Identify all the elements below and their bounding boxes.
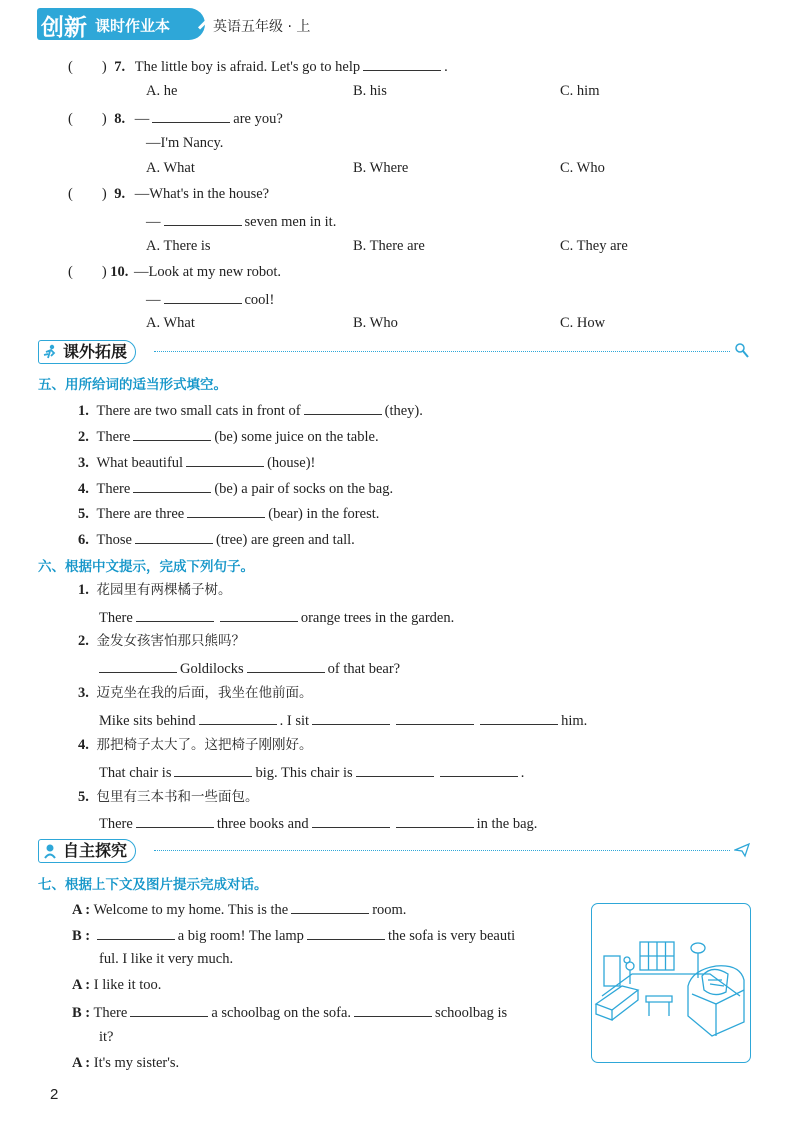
answer-blank[interactable] [396, 813, 474, 828]
sentence-text: There [99, 816, 133, 832]
item-text: There [96, 481, 131, 497]
translate-item-2-prompt [78, 632, 245, 650]
translate-item-5-prompt [78, 788, 259, 806]
question-text-end: are you? [233, 111, 283, 127]
fill-item-6 [78, 529, 355, 549]
section-7-title: 七、根据上下文及图片提示完成对话。 [38, 877, 268, 893]
option-a[interactable]: A. What [146, 315, 195, 331]
item-hint: (tree) are green and tall. [215, 532, 355, 548]
dialogue-line-3 [72, 976, 161, 994]
option-a[interactable]: A. What [146, 160, 195, 176]
fill-item-1 [78, 400, 423, 420]
dialogue-line-2 [72, 925, 515, 945]
translate-item-2-answer [96, 658, 400, 678]
banner-title: 自主探究 [63, 841, 128, 860]
dialogue-line-4 [72, 1002, 507, 1022]
answer-blank[interactable] [199, 710, 277, 725]
answer-blank[interactable] [136, 607, 214, 622]
option-c[interactable]: C. How [560, 315, 606, 331]
dialogue-text: Welcome to my home. This is the [93, 902, 289, 918]
translate-item-5-answer [99, 813, 537, 833]
dialogue-text: a big room! The lamp [177, 928, 304, 944]
page-number: 2 [50, 1086, 59, 1103]
answer-paren[interactable]: ( ) [68, 264, 107, 280]
answer-paren[interactable]: ( ) [68, 59, 107, 75]
fill-item-3 [78, 452, 315, 472]
sentence-text: Goldilocks [180, 661, 244, 677]
banner-title: 课外拓展 [63, 342, 128, 361]
answer-blank[interactable] [220, 607, 298, 622]
item-text: There [96, 429, 131, 445]
question-text: —Look at my new robot. [134, 264, 282, 280]
translate-item-1-prompt [78, 581, 232, 599]
item-text: There are two small cats in front of [96, 403, 301, 419]
logo-sub-text: 课时作业本 [95, 17, 171, 35]
page-header [37, 8, 407, 42]
translate-item-4-prompt [78, 736, 313, 754]
dialogue-line-1 [72, 899, 406, 919]
section-banner-exploration [38, 839, 750, 863]
item-number: 1. [78, 403, 89, 419]
fill-item-2 [78, 426, 379, 446]
sentence-text: . I sit [279, 713, 310, 729]
dotted-divider [154, 351, 730, 352]
sentence-text: There [99, 610, 133, 626]
dialogue-text: a schoolbag on the sofa. [211, 1005, 352, 1021]
dialogue-line-5 [72, 1054, 179, 1072]
answer-blank[interactable] [186, 452, 264, 467]
banner-label [38, 340, 136, 364]
answer-blank[interactable] [136, 813, 214, 828]
answer-blank[interactable] [187, 503, 265, 518]
item-number: 1. [78, 582, 89, 598]
option-c[interactable]: C. They are [560, 238, 628, 254]
item-hint: (house)! [267, 455, 316, 471]
speaker-label: A : [72, 902, 91, 918]
item-text: What beautiful [96, 455, 184, 471]
sentence-text: orange trees in the garden. [300, 610, 455, 626]
option-c[interactable]: C. Who [560, 160, 605, 176]
answer-blank[interactable] [97, 925, 175, 940]
item-number: 2. [78, 429, 89, 445]
sentence-text: That chair is [99, 765, 172, 781]
answer-blank[interactable] [130, 1002, 208, 1017]
item-hint: (be) some juice on the table. [214, 429, 379, 445]
option-a[interactable]: A. There is [146, 238, 211, 254]
question-8 [68, 108, 283, 128]
dialogue-text: the sofa is very beauti [387, 928, 516, 944]
speaker-label: A : [72, 1055, 91, 1071]
living-room-illustration [592, 904, 750, 1062]
dialogue-text: schoolbag is [435, 1005, 508, 1021]
item-hint: (they). [384, 403, 423, 419]
question-text-end: . [444, 59, 448, 75]
chinese-prompt: 包里有三本书和一些面包。 [96, 789, 259, 805]
option-a[interactable]: A. he [146, 83, 178, 99]
translate-item-1-answer [99, 607, 454, 627]
option-b[interactable]: B. his [353, 83, 387, 99]
dialogue-text: I like it too. [93, 977, 162, 993]
question-line: —I'm Nancy. [146, 135, 224, 151]
item-number: 5. [78, 789, 89, 805]
item-text: Those [96, 532, 132, 548]
chinese-prompt: 迈克坐在我的后面，我坐在他前面。 [96, 685, 313, 701]
fill-item-5 [78, 503, 379, 523]
section-banner-extension [38, 340, 750, 364]
answer-blank[interactable] [133, 478, 211, 493]
translate-item-3-answer [99, 710, 587, 730]
item-number: 4. [78, 737, 89, 753]
answer-blank[interactable] [247, 658, 325, 673]
sentence-text: of that bear? [327, 661, 401, 677]
question-number: 7. [114, 59, 126, 75]
thinker-icon [42, 843, 58, 859]
answer-blank[interactable] [152, 108, 230, 123]
section-6-title: 六、根据中文提示，完成下列句子。 [38, 559, 254, 575]
sentence-text: him. [561, 713, 588, 729]
answer-paren[interactable]: ( ) [68, 111, 107, 127]
question-9 [68, 185, 269, 203]
chinese-prompt: 花园里有两棵橘子树。 [96, 582, 232, 598]
brand-logo [37, 8, 205, 40]
question-text-end: seven men in it. [244, 214, 337, 230]
chinese-prompt: 那把椅子太大了。这把椅子刚刚好。 [96, 737, 313, 753]
dialogue-text: room. [372, 902, 407, 918]
answer-blank[interactable] [312, 813, 390, 828]
sentence-text: three books and [216, 816, 309, 832]
dialogue-line-2-cont: ful. I like it very much. [99, 951, 234, 967]
question-text: —What's in the house? [134, 186, 270, 202]
option-b[interactable]: B. There are [353, 238, 425, 254]
answer-blank[interactable] [312, 710, 390, 725]
answer-blank[interactable] [164, 289, 242, 304]
answer-blank[interactable] [354, 1002, 432, 1017]
answer-blank[interactable] [363, 56, 441, 71]
answer-blank[interactable] [480, 710, 558, 725]
item-number: 2. [78, 633, 89, 649]
dialogue-line-4-cont: it? [99, 1029, 114, 1045]
question-7 [68, 56, 448, 76]
dotted-divider [154, 850, 730, 851]
sentence-text: in the bag. [476, 816, 538, 832]
answer-blank[interactable] [174, 762, 252, 777]
question-text-end: cool! [244, 292, 275, 308]
sentence-text: big. This chair is [255, 765, 353, 781]
living-room-picture [591, 903, 751, 1063]
option-b[interactable]: B. Where [353, 160, 409, 176]
fill-item-4 [78, 478, 393, 498]
item-number: 4. [78, 481, 89, 497]
answer-blank[interactable] [307, 925, 385, 940]
dash: — [146, 292, 161, 308]
answer-blank[interactable] [440, 762, 518, 777]
answer-blank[interactable] [356, 762, 434, 777]
sentence-text: . [520, 765, 525, 781]
answer-blank[interactable] [135, 529, 213, 544]
dash: — [146, 214, 161, 230]
option-b[interactable]: B. Who [353, 315, 398, 331]
answer-blank[interactable] [133, 426, 211, 441]
dialogue-text: It's my sister's. [93, 1055, 180, 1071]
banner-label [38, 839, 136, 863]
translate-item-3-prompt [78, 684, 313, 702]
item-number: 3. [78, 455, 89, 471]
answer-blank[interactable] [291, 899, 369, 914]
question-number: 9. [114, 186, 126, 202]
answer-blank[interactable] [164, 211, 242, 226]
question-line [146, 211, 336, 231]
item-hint: (bear) in the forest. [268, 506, 380, 522]
speaker-label: A : [72, 977, 91, 993]
item-number: 5. [78, 506, 89, 522]
item-number: 6. [78, 532, 89, 548]
dialogue-text: There [93, 1005, 128, 1021]
question-text: The little boy is afraid. Let's go to help [134, 59, 361, 75]
item-number: 3. [78, 685, 89, 701]
item-hint: (be) a pair of socks on the bag. [214, 481, 394, 497]
chinese-prompt: 金发女孩害怕那只熊吗？ [96, 633, 245, 649]
magnifier-icon [734, 342, 750, 360]
logo-main-text: 创新 [41, 15, 87, 41]
answer-blank[interactable] [304, 400, 382, 415]
item-text: There are three [96, 506, 185, 522]
translate-item-4-answer [99, 762, 524, 782]
question-number: 10. [110, 264, 129, 280]
runner-icon [42, 344, 58, 360]
grade-label: 英语五年级 · 上 [213, 19, 311, 35]
paper-plane-icon [734, 841, 750, 859]
answer-blank[interactable] [99, 658, 177, 673]
answer-paren[interactable]: ( ) [68, 186, 107, 202]
option-c[interactable]: C. him [560, 83, 600, 99]
question-text: — [134, 111, 150, 127]
question-10 [68, 263, 281, 281]
question-number: 8. [114, 111, 126, 127]
sentence-text: Mike sits behind [99, 713, 196, 729]
question-line [146, 289, 274, 309]
speaker-label: B : [72, 1005, 91, 1021]
answer-blank[interactable] [396, 710, 474, 725]
speaker-label: B : [72, 928, 91, 944]
section-5-title: 五、用所给词的适当形式填空。 [38, 377, 227, 393]
